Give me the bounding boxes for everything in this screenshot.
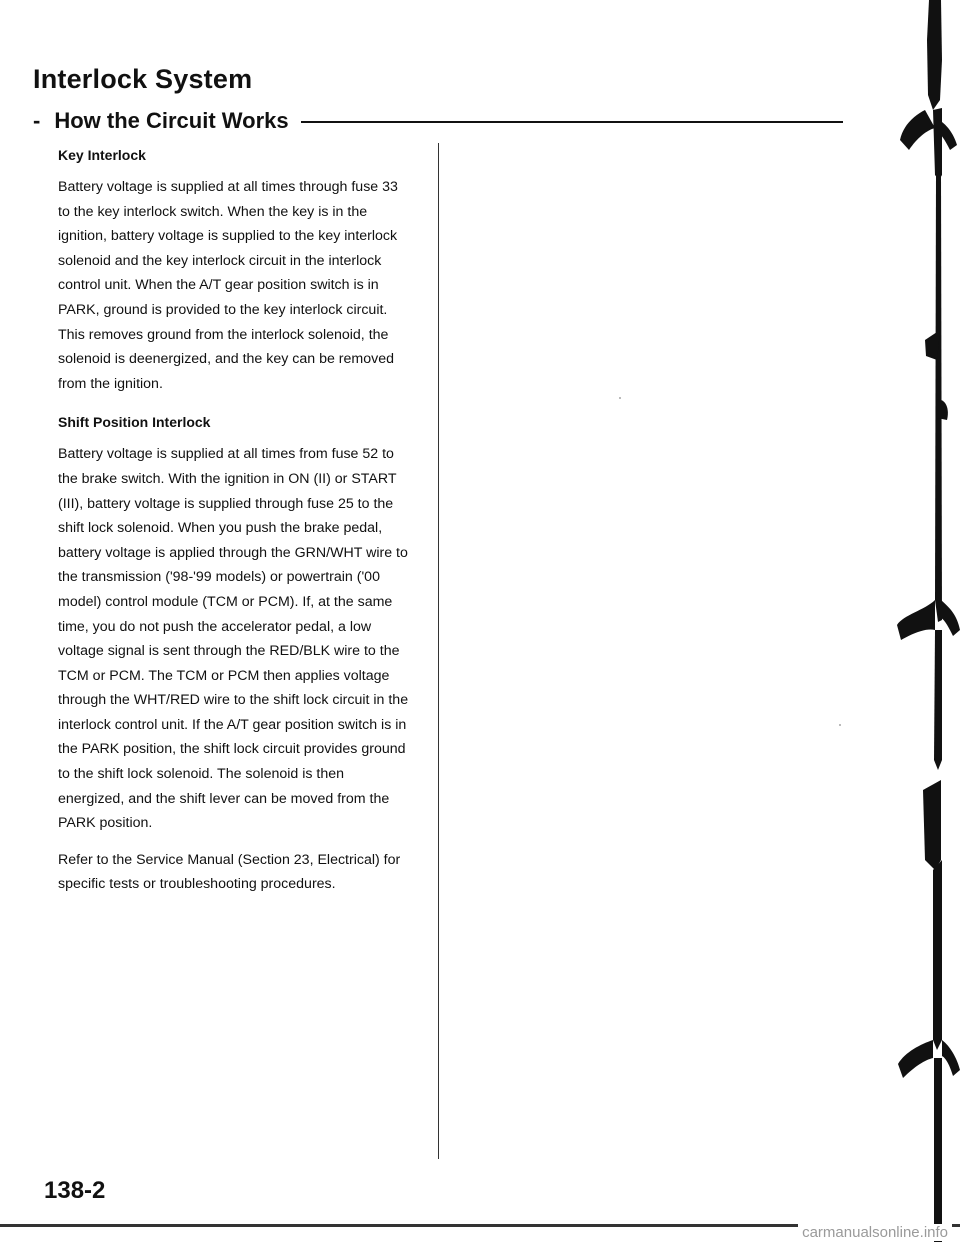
title-rule: [301, 121, 843, 123]
watermark: carmanualsonline.info: [798, 1224, 952, 1241]
subtitle-dash: -: [33, 108, 41, 133]
key-interlock-heading: Key Interlock: [58, 147, 146, 163]
body-text-column: [58, 147, 410, 909]
binding-edge-marks: [895, 0, 960, 1242]
scan-speck: [839, 724, 841, 726]
shift-position-interlock-heading: Shift Position Interlock: [58, 414, 211, 431]
shift-position-paragraph: Battery voltage is supplied at all times from fuse 52 to the brake switch. With the ignition in ON (II) or START (III), battery voltage is supplied through fuse 25 to the shift lock solenoid. When you push the brake pedal, battery voltage is applied through the GRN/WHT wire to the transmission ('98-'99 models) or powertrain ('00 model) control module (TCM or PCM). If, at the same time, you do not push the accelerator pedal, a low voltage signal is sent through the RED/BLK wire to the TCM or PCM. The TCM or PCM then applies voltage through the WHT/RED wire to the shift lock circuit in the interlock control unit. If the A/T gear position switch is in the PARK position, the shift lock circuit provides ground to the shift lock solenoid. The solenoid is then energized, and the shift lever can be moved from the PARK position.: [58, 446, 409, 832]
section-title: How the Circuit Works: [54, 108, 289, 133]
key-interlock-paragraph: Battery voltage is supplied at all times through fuse 33 to the key interlock switch. When the key is in the ignition, battery voltage is supplied to the key interlock solenoid and the key interlock circuit in the interlock control unit. When the A/T gear position switch is in PARK, ground is provided to the key interlock circuit. This removes ground from the interlock solenoid, the solenoid is deenergized, and the key can be removed from the ignition.: [58, 179, 398, 392]
page-number: 138-2: [44, 1177, 106, 1204]
page-title: Interlock System: [33, 64, 253, 94]
scan-speck: [619, 397, 621, 399]
section-title-row: [33, 108, 843, 134]
column-divider: [438, 143, 439, 1159]
service-manual-reference: Refer to the Service Manual (Section 23, Electrical) for specific tests or troubleshooting procedures.: [58, 851, 401, 893]
